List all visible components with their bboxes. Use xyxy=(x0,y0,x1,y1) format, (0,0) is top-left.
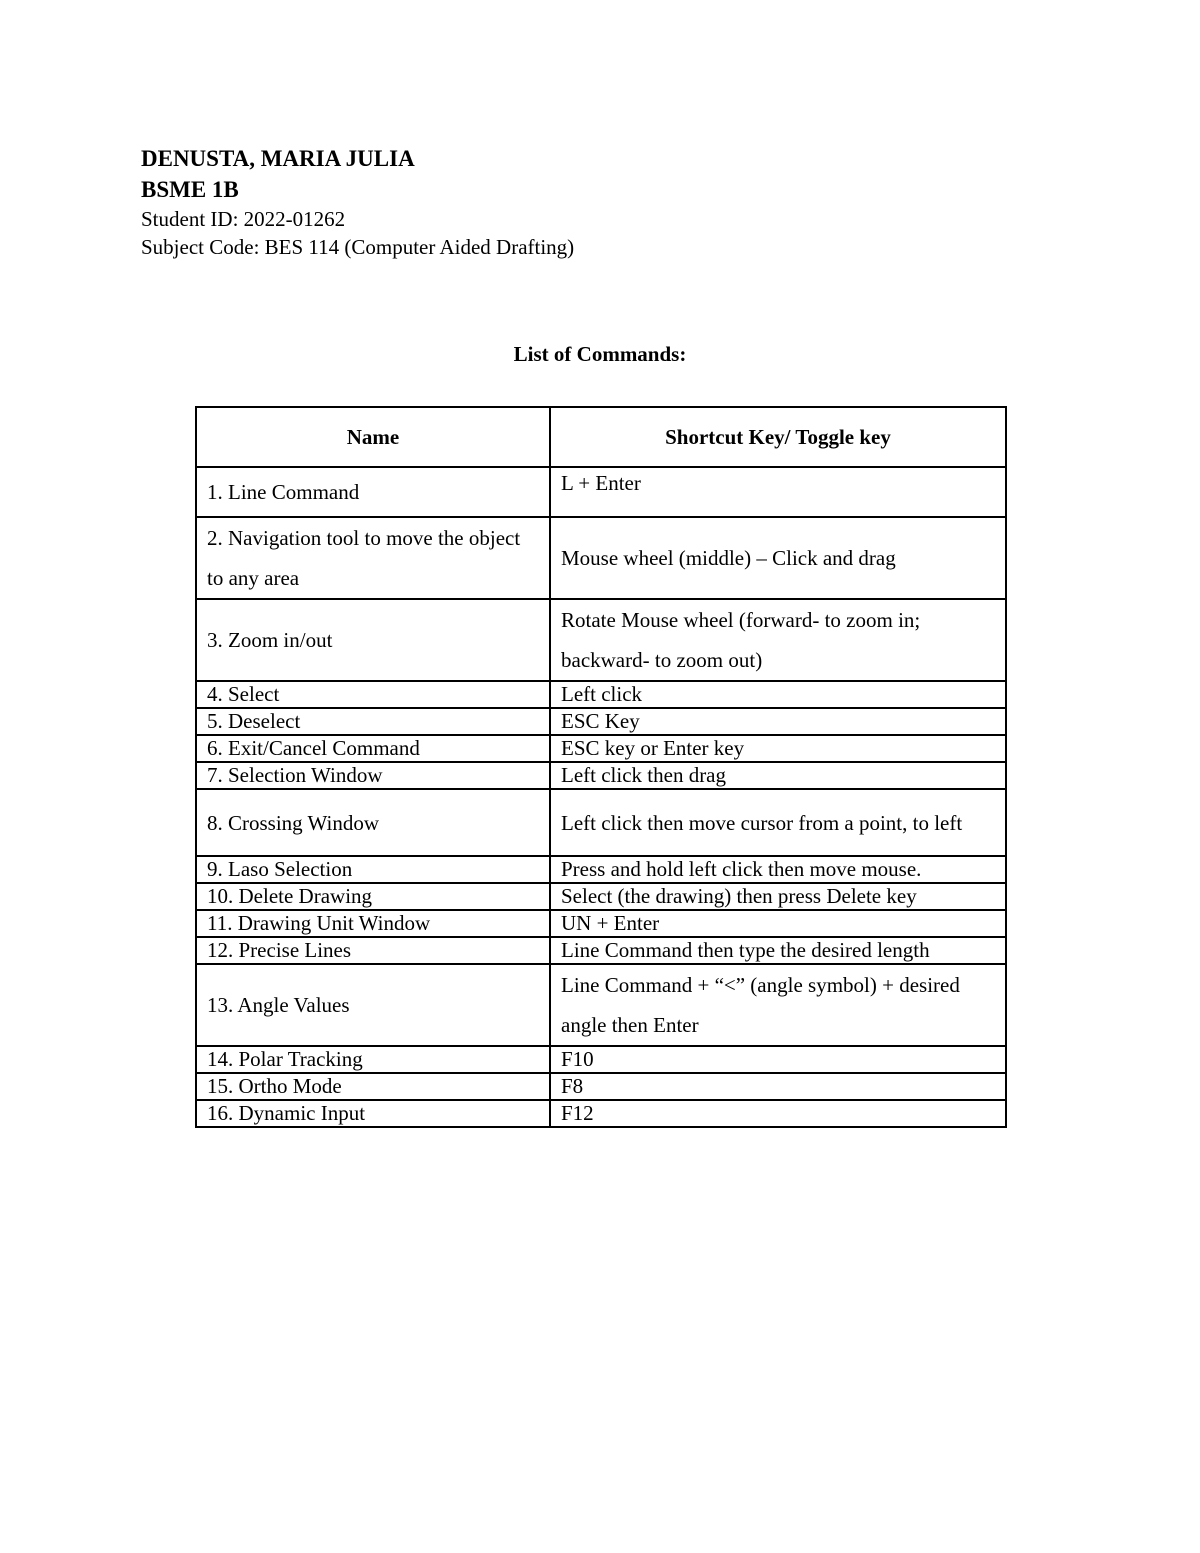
command-name: 4. Select xyxy=(196,681,550,708)
command-shortcut: ESC Key xyxy=(550,708,1006,735)
table-row xyxy=(196,708,1006,735)
table-row xyxy=(196,467,1006,517)
command-name: 9. Laso Selection xyxy=(196,856,550,883)
column-header-shortcut: Shortcut Key/ Toggle key xyxy=(550,407,1006,467)
command-shortcut: Select (the drawing) then press Delete key xyxy=(550,883,1006,910)
command-name: 13. Angle Values xyxy=(196,964,550,1046)
command-name: 6. Exit/Cancel Command xyxy=(196,735,550,762)
command-name: 12. Precise Lines xyxy=(196,937,550,964)
command-name: 7. Selection Window xyxy=(196,762,550,789)
column-header-name: Name xyxy=(196,407,550,467)
table-row xyxy=(196,681,1006,708)
table-row xyxy=(196,1100,1006,1127)
command-shortcut: F8 xyxy=(550,1073,1006,1100)
command-shortcut: Left click xyxy=(550,681,1006,708)
command-name: 8. Crossing Window xyxy=(196,789,550,856)
command-name: 11. Drawing Unit Window xyxy=(196,910,550,937)
command-shortcut: Left click then drag xyxy=(550,762,1006,789)
command-shortcut: UN + Enter xyxy=(550,910,1006,937)
table-row xyxy=(196,789,1006,856)
table-row xyxy=(196,856,1006,883)
command-shortcut: Rotate Mouse wheel (forward- to zoom in; backward- to zoom out) xyxy=(550,599,1006,681)
command-shortcut: ESC key or Enter key xyxy=(550,735,1006,762)
table-row xyxy=(196,910,1006,937)
command-name: 15. Ortho Mode xyxy=(196,1073,550,1100)
student-section: BSME 1B xyxy=(141,177,239,202)
command-shortcut: Left click then move cursor from a point, to left xyxy=(550,789,1006,856)
table-row xyxy=(196,964,1006,1046)
command-shortcut: L + Enter xyxy=(550,467,1006,517)
commands-table xyxy=(195,406,1007,1128)
command-shortcut: F12 xyxy=(550,1100,1006,1127)
table-row xyxy=(196,735,1006,762)
table-row xyxy=(196,762,1006,789)
command-name: 2. Navigation tool to move the object to any area xyxy=(196,517,550,599)
command-shortcut: F10 xyxy=(550,1046,1006,1073)
table-row xyxy=(196,937,1006,964)
table-row xyxy=(196,1046,1006,1073)
command-shortcut: Line Command then type the desired length xyxy=(550,937,1006,964)
student-id: Student ID: 2022-01262 xyxy=(141,207,346,231)
table-row xyxy=(196,1073,1006,1100)
student-name: DENUSTA, MARIA JULIA xyxy=(141,146,415,171)
list-title: List of Commands: xyxy=(513,342,687,366)
table-row xyxy=(196,599,1006,681)
subject-code: Subject Code: BES 114 (Computer Aided Drafting) xyxy=(141,235,575,259)
command-name: 10. Delete Drawing xyxy=(196,883,550,910)
command-shortcut: Press and hold left click then move mouse. xyxy=(550,856,1006,883)
command-shortcut: Mouse wheel (middle) – Click and drag xyxy=(550,517,1006,599)
command-shortcut: Line Command + “<” (angle symbol) + desired angle then Enter xyxy=(550,964,1006,1046)
command-name: 5. Deselect xyxy=(196,708,550,735)
student-info xyxy=(141,143,574,261)
table-row xyxy=(196,883,1006,910)
command-name: 14. Polar Tracking xyxy=(196,1046,550,1073)
command-name: 1. Line Command xyxy=(196,467,550,517)
table-row xyxy=(196,517,1006,599)
command-name: 3. Zoom in/out xyxy=(196,599,550,681)
table-header-row xyxy=(196,407,1006,467)
command-name: 16. Dynamic Input xyxy=(196,1100,550,1127)
